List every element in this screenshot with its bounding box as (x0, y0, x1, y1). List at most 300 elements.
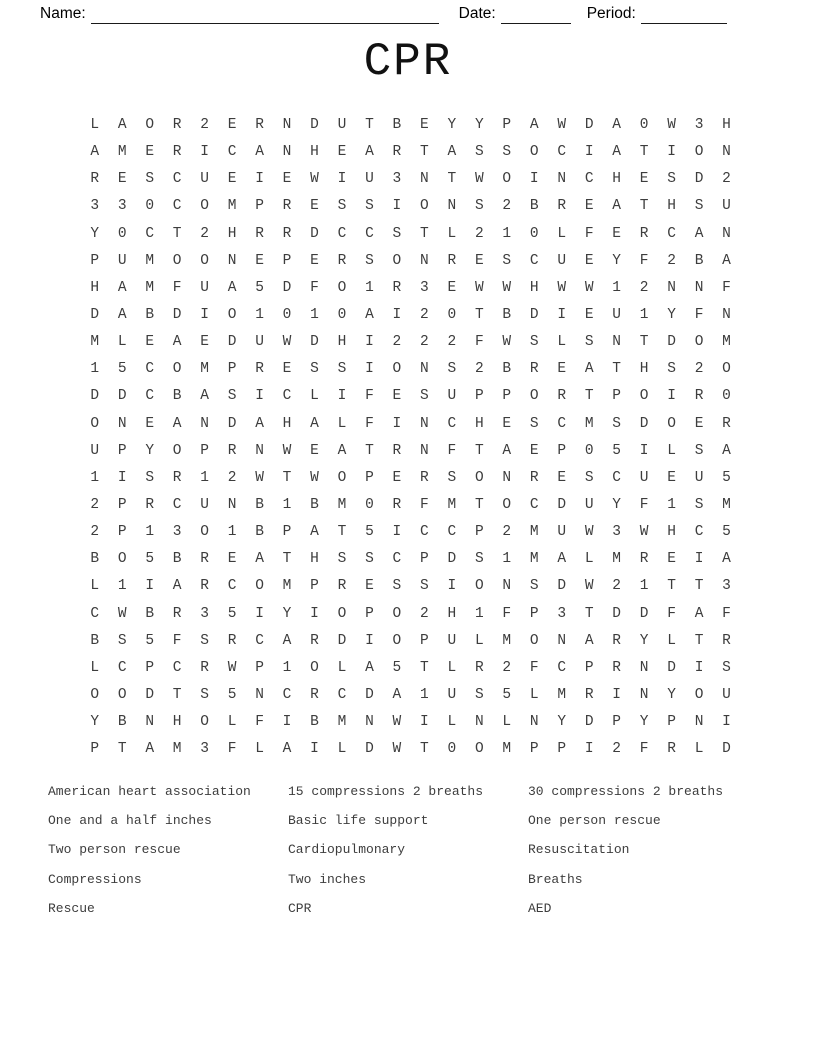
grid-cell: M (172, 741, 182, 758)
grid-cell: U (584, 496, 594, 513)
grid-cell: L (447, 659, 457, 676)
grid-cell: T (282, 469, 292, 486)
grid-cell: H (639, 361, 649, 378)
grid-cell: L (447, 714, 457, 731)
grid-cell: 3 (694, 117, 704, 133)
grid-cell: A (612, 144, 621, 161)
grid-cell: F (694, 306, 704, 323)
grid-cell: E (420, 117, 429, 133)
grid-row (81, 519, 740, 546)
word-search-grid (81, 112, 740, 763)
grid-cell: I (337, 388, 347, 405)
grid-cell: 1 (90, 361, 100, 378)
grid-cell: B (694, 252, 704, 269)
grid-cell: C (694, 524, 704, 541)
word-list-column (48, 777, 288, 923)
grid-cell: H (667, 198, 676, 215)
grid-cell: O (337, 469, 347, 486)
grid-cell: N (282, 117, 292, 133)
grid-cell: E (584, 306, 594, 323)
grid-cell: C (282, 686, 292, 703)
grid-cell: C (172, 496, 182, 513)
grid-cell: R (667, 741, 676, 758)
grid-cell: C (337, 686, 347, 703)
grid-cell: A (255, 551, 264, 568)
grid-cell: F (722, 279, 731, 296)
grid-cell: L (310, 388, 319, 405)
grid-cell: C (365, 225, 374, 242)
grid-cell: R (172, 605, 182, 622)
grid-cell: A (584, 632, 594, 649)
grid-cell: A (227, 279, 237, 296)
grid-cell: H (667, 524, 676, 541)
grid-cell: R (722, 415, 731, 432)
grid-cell: P (117, 496, 127, 513)
grid-cell: O (502, 496, 512, 513)
grid-cell: H (310, 144, 319, 161)
grid-cell: S (474, 686, 484, 703)
grid-cell: M (722, 334, 731, 351)
grid-cell: M (117, 144, 127, 161)
grid-cell: T (172, 686, 182, 703)
grid-cell: E (145, 334, 155, 351)
word-list-item: One person rescue (528, 813, 661, 829)
grid-row (81, 356, 740, 383)
word-list-item: Breaths (528, 871, 583, 887)
grid-cell: S (447, 361, 457, 378)
grid-cell: Y (612, 252, 621, 269)
grid-cell: I (584, 741, 594, 758)
grid-cell: I (117, 469, 127, 486)
grid-cell: F (310, 279, 319, 296)
grid-cell: 0 (639, 117, 649, 133)
grid-cell: O (200, 524, 209, 541)
grid-cell: D (584, 117, 594, 133)
grid-cell: H (337, 334, 347, 351)
grid-cell: T (337, 524, 347, 541)
grid-cell: S (584, 469, 594, 486)
grid-cell: 5 (227, 605, 237, 622)
grid-cell: B (392, 117, 402, 133)
grid-cell: L (667, 632, 676, 649)
grid-cell: O (90, 415, 100, 432)
grid-cell: A (529, 117, 539, 133)
grid-cell: L (337, 659, 347, 676)
word-list-item: Two person rescue (48, 842, 181, 858)
grid-cell: B (310, 496, 319, 513)
grid-cell: U (612, 306, 621, 323)
grid-cell: U (200, 171, 209, 188)
grid-cell: A (310, 524, 319, 541)
grid-cell: N (722, 306, 731, 323)
grid-cell: 5 (612, 442, 621, 459)
grid-cell: 2 (694, 361, 704, 378)
grid-row (81, 709, 740, 736)
grid-cell: S (584, 334, 594, 351)
word-list-item: American heart association (48, 784, 251, 799)
grid-cell: E (584, 198, 594, 215)
grid-cell: N (474, 714, 484, 731)
grid-cell: C (420, 524, 429, 541)
grid-cell: C (172, 171, 182, 188)
grid-cell: I (255, 171, 264, 188)
grid-cell: I (420, 714, 429, 731)
grid-cell: 2 (420, 334, 429, 351)
word-list-item: 30 compressions 2 breaths (528, 784, 724, 799)
grid-cell: C (447, 524, 457, 541)
grid-cell: 3 (722, 578, 731, 595)
grid-cell: S (145, 469, 155, 486)
grid-cell: A (365, 659, 374, 676)
grid-cell: D (557, 496, 567, 513)
grid-cell: 5 (117, 361, 127, 378)
grid-cell: B (502, 361, 512, 378)
grid-cell: S (529, 415, 539, 432)
grid-cell: E (227, 551, 237, 568)
grid-cell: R (529, 469, 539, 486)
grid-cell: A (694, 225, 704, 242)
word-list-item: Basic life support (288, 813, 429, 829)
grid-cell: S (612, 415, 621, 432)
grid-cell: O (694, 144, 704, 161)
grid-cell: W (502, 334, 512, 351)
grid-cell: O (255, 578, 264, 595)
grid-cell: C (529, 496, 539, 513)
grid-cell: R (227, 632, 237, 649)
grid-cell: L (474, 632, 484, 649)
grid-cell: 2 (722, 171, 731, 188)
grid-cell: R (392, 279, 402, 296)
grid-cell: Y (447, 117, 457, 133)
grid-cell: S (694, 496, 704, 513)
grid-cell: E (145, 415, 155, 432)
grid-cell: T (639, 144, 649, 161)
grid-cell: F (667, 605, 676, 622)
grid-cell: 2 (502, 198, 512, 215)
date-label: Date: (458, 5, 496, 22)
grid-cell: M (90, 334, 100, 351)
grid-cell: R (255, 117, 264, 133)
grid-cell: U (255, 334, 264, 351)
grid-cell: N (145, 714, 155, 731)
grid-cell: W (584, 524, 594, 541)
grid-row (81, 492, 740, 519)
grid-cell: P (502, 388, 512, 405)
grid-cell: N (557, 171, 567, 188)
grid-row (81, 112, 740, 139)
grid-cell: C (584, 171, 594, 188)
grid-row (81, 628, 740, 655)
grid-cell: P (90, 252, 100, 269)
grid-cell: T (420, 741, 429, 758)
grid-cell: U (722, 686, 731, 703)
grid-cell: A (722, 252, 731, 269)
word-list-item: CPR (288, 900, 312, 916)
grid-cell: C (90, 605, 100, 622)
grid-cell: E (282, 361, 292, 378)
grid-cell: D (639, 415, 649, 432)
grid-cell: E (584, 252, 594, 269)
grid-cell: P (474, 388, 484, 405)
grid-cell: U (90, 442, 100, 459)
grid-cell: U (722, 198, 731, 215)
grid-cell: 0 (365, 496, 374, 513)
grid-cell: S (365, 551, 374, 568)
grid-cell: S (392, 225, 402, 242)
grid-cell: E (145, 144, 155, 161)
grid-cell: R (172, 469, 182, 486)
grid-cell: M (529, 524, 539, 541)
grid-cell: 0 (145, 198, 155, 215)
grid-cell: S (420, 388, 429, 405)
grid-cell: P (117, 442, 127, 459)
grid-cell: I (584, 144, 594, 161)
grid-cell: 0 (584, 442, 594, 459)
grid-cell: I (310, 605, 319, 622)
grid-cell: 2 (90, 524, 100, 541)
grid-cell: R (282, 225, 292, 242)
grid-cell: W (282, 334, 292, 351)
grid-cell: T (694, 578, 704, 595)
grid-cell: O (117, 551, 127, 568)
grid-cell: D (557, 578, 567, 595)
grid-cell: T (447, 171, 457, 188)
grid-cell: F (447, 442, 457, 459)
grid-cell: E (282, 171, 292, 188)
grid-cell: T (694, 632, 704, 649)
grid-cell: C (145, 388, 155, 405)
grid-cell: T (420, 144, 429, 161)
grid-cell: O (694, 686, 704, 703)
grid-cell: D (227, 415, 237, 432)
grid-cell: 3 (200, 605, 209, 622)
grid-cell: D (227, 334, 237, 351)
grid-cell: I (200, 306, 209, 323)
grid-cell: N (722, 225, 731, 242)
grid-cell: R (639, 551, 649, 568)
grid-cell: P (557, 741, 567, 758)
grid-cell: N (639, 659, 649, 676)
grid-cell: P (502, 117, 512, 133)
word-list-column (288, 777, 528, 923)
grid-cell: R (612, 632, 621, 649)
grid-cell: I (365, 334, 374, 351)
grid-cell: P (255, 659, 264, 676)
grid-row (81, 221, 740, 248)
grid-cell: P (365, 605, 374, 622)
grid-cell: I (365, 361, 374, 378)
grid-cell: 2 (474, 361, 484, 378)
grid-cell: W (310, 171, 319, 188)
grid-cell: O (420, 198, 429, 215)
grid-cell: N (420, 442, 429, 459)
grid-cell: R (722, 632, 731, 649)
date-blank-line (501, 7, 571, 24)
grid-cell: T (420, 659, 429, 676)
grid-cell: W (282, 442, 292, 459)
grid-cell: D (612, 605, 621, 622)
grid-cell: 1 (282, 659, 292, 676)
grid-cell: P (310, 578, 319, 595)
grid-cell: N (529, 714, 539, 731)
grid-cell: S (447, 469, 457, 486)
puzzle-title: CPR (363, 36, 453, 88)
grid-cell: R (584, 686, 594, 703)
grid-cell: S (200, 686, 209, 703)
grid-cell: U (200, 496, 209, 513)
grid-cell: F (474, 334, 484, 351)
grid-cell: W (392, 741, 402, 758)
grid-cell: D (310, 225, 319, 242)
grid-cell: 3 (612, 524, 621, 541)
grid-cell: M (145, 252, 155, 269)
grid-cell: I (392, 198, 402, 215)
grid-cell: R (310, 686, 319, 703)
grid-cell: 2 (502, 524, 512, 541)
grid-cell: L (502, 714, 512, 731)
grid-cell: 2 (612, 578, 621, 595)
grid-cell: S (667, 171, 676, 188)
grid-cell: O (90, 686, 100, 703)
word-list-item: Rescue (48, 900, 95, 916)
grid-cell: R (529, 361, 539, 378)
grid-cell: F (365, 415, 374, 432)
grid-cell: P (557, 442, 567, 459)
grid-cell: O (529, 388, 539, 405)
word-list-item: Two inches (288, 871, 367, 887)
grid-cell: Y (90, 714, 100, 731)
grid-cell: A (694, 605, 704, 622)
grid-cell: M (145, 279, 155, 296)
grid-cell: T (584, 388, 594, 405)
grid-cell: E (227, 171, 237, 188)
grid-cell: H (90, 279, 100, 296)
grid-cell: S (502, 144, 512, 161)
word-list-item: Resuscitation (528, 842, 630, 858)
grid-row (81, 682, 740, 709)
grid-cell: I (667, 388, 676, 405)
grid-cell: C (227, 144, 237, 161)
grid-cell: I (392, 524, 402, 541)
grid-cell: I (337, 171, 347, 188)
grid-cell: B (145, 306, 155, 323)
grid-cell: W (255, 469, 264, 486)
grid-cell: W (584, 279, 594, 296)
grid-cell: P (529, 605, 539, 622)
grid-cell: I (722, 714, 731, 731)
grid-cell: 1 (502, 225, 512, 242)
grid-cell: 1 (255, 306, 264, 323)
grid-cell: S (337, 198, 347, 215)
grid-cell: 1 (200, 469, 209, 486)
grid-cell: D (667, 334, 676, 351)
grid-cell: A (612, 198, 621, 215)
grid-cell: A (365, 144, 374, 161)
grid-cell: A (117, 117, 127, 133)
grid-cell: O (310, 659, 319, 676)
grid-cell: L (694, 741, 704, 758)
grid-cell: M (584, 415, 594, 432)
grid-cell: 3 (420, 279, 429, 296)
grid-cell: O (474, 741, 484, 758)
grid-cell: O (117, 686, 127, 703)
grid-cell: A (172, 334, 182, 351)
grid-cell: S (227, 388, 237, 405)
grid-cell: 3 (557, 605, 567, 622)
grid-cell: D (282, 279, 292, 296)
word-list-item: AED (528, 900, 552, 916)
grid-cell: 3 (392, 171, 402, 188)
grid-cell: 5 (722, 469, 731, 486)
grid-cell: 5 (502, 686, 512, 703)
grid-cell: E (667, 551, 676, 568)
grid-cell: R (145, 496, 155, 513)
grid-cell: A (612, 117, 621, 133)
grid-cell: S (474, 144, 484, 161)
grid-cell: A (282, 632, 292, 649)
grid-cell: A (584, 361, 594, 378)
grid-cell: R (255, 361, 264, 378)
grid-cell: 1 (474, 605, 484, 622)
grid-cell: 0 (117, 225, 127, 242)
grid-cell: R (337, 252, 347, 269)
grid-cell: R (557, 388, 567, 405)
grid-cell: A (557, 551, 567, 568)
grid-cell: I (529, 171, 539, 188)
grid-cell: L (337, 741, 347, 758)
grid-cell: B (172, 388, 182, 405)
grid-cell: E (557, 361, 567, 378)
grid-cell: F (420, 496, 429, 513)
grid-cell: W (474, 279, 484, 296)
grid-cell: E (227, 117, 237, 133)
grid-cell: S (529, 334, 539, 351)
grid-cell: I (392, 306, 402, 323)
grid-cell: 2 (90, 496, 100, 513)
grid-cell: O (639, 388, 649, 405)
grid-cell: 5 (255, 279, 264, 296)
grid-cell: B (502, 306, 512, 323)
grid-cell: R (200, 578, 209, 595)
grid-cell: W (667, 117, 676, 133)
grid-cell: W (557, 117, 567, 133)
grid-cell: B (90, 632, 100, 649)
grid-cell: O (667, 415, 676, 432)
grid-cell: N (420, 252, 429, 269)
grid-cell: Y (145, 442, 155, 459)
grid-cell: C (227, 578, 237, 595)
grid-row (81, 248, 740, 275)
grid-cell: 2 (474, 225, 484, 242)
grid-cell: W (502, 279, 512, 296)
grid-cell: O (200, 198, 209, 215)
grid-cell: 5 (365, 524, 374, 541)
grid-cell: D (310, 334, 319, 351)
grid-cell: U (694, 469, 704, 486)
grid-cell: C (172, 659, 182, 676)
grid-cell: O (200, 714, 209, 731)
grid-row (81, 655, 740, 682)
grid-cell: H (447, 605, 457, 622)
grid-cell: S (337, 551, 347, 568)
grid-cell: N (667, 279, 676, 296)
grid-cell: W (310, 469, 319, 486)
grid-cell: 1 (639, 578, 649, 595)
grid-cell: O (694, 334, 704, 351)
grid-cell: W (557, 279, 567, 296)
grid-cell: D (447, 551, 457, 568)
grid-cell: C (337, 225, 347, 242)
